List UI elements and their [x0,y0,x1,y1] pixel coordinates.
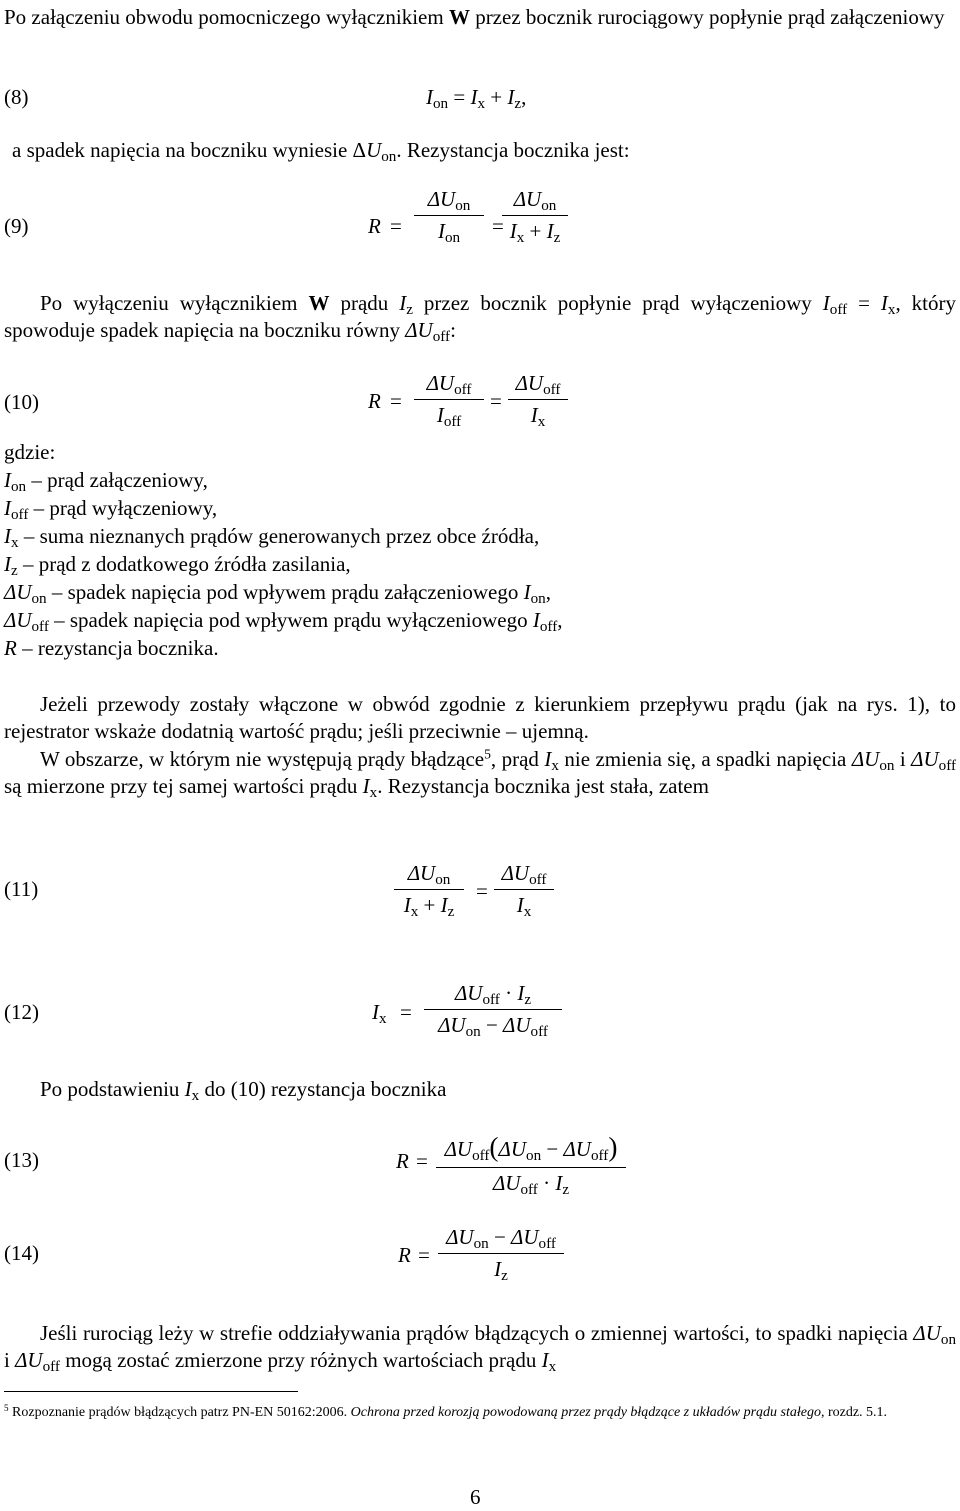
eq11-f1-num [394,860,464,887]
eq9-equals-2: = [492,214,504,238]
sub: on [879,757,895,774]
eq11-f2-den [494,892,554,919]
sub: off [529,871,547,888]
equation-number-11: (11) [4,877,39,901]
eq11-fraction-1 [394,860,464,919]
sub: off [31,618,49,635]
sym: I [532,608,540,632]
eq9-f2-den-a: I [509,218,517,243]
eq14-num [438,1224,564,1251]
sub: x [410,903,419,920]
sub: off [539,618,558,635]
paragraph-substitution [4,1076,956,1103]
sub: off [938,757,956,774]
eq8-term1-sub: x [477,95,486,112]
eq13-num [436,1130,626,1165]
equation-9 [368,186,568,266]
i-symbol: I [880,291,888,315]
sym: ΔU [15,1347,43,1372]
sym: I [4,524,11,548]
sub: off [482,991,500,1008]
eq9-fraction-2 [482,186,568,245]
sub: off [42,1358,60,1375]
eq14-den [438,1256,564,1283]
sub: on [530,590,546,607]
eq9-f1-den [414,218,484,245]
sym: I [372,1000,379,1024]
sub: off [538,1235,556,1252]
text: – prąd wyłączeniowy, [28,496,218,520]
paragraph-switch-off [4,290,956,344]
footnote-mark: 5 [4,1403,9,1413]
text: , [557,608,563,632]
sub: x [369,784,378,801]
eq10-r: R [368,389,381,413]
eq8-term2: I [507,85,515,109]
sub: on [11,478,27,495]
eq8-lhs: I [426,85,433,109]
eq10-f1-num-sub: off [454,381,472,398]
sym: I [362,773,370,798]
definition-r [4,635,219,662]
text: – spadek napięcia pod wpływem prądu wyłączeniowego [48,608,533,632]
sub: z [501,1267,508,1284]
text: przez bocznik popłynie prąd wyłączeniowy [412,291,823,315]
eq10-f1-den-sub: off [443,413,462,430]
text: = [847,291,881,315]
eq12-den [424,1012,562,1039]
paragraph-no-stray-currents [4,746,956,800]
switch-symbol-w: W [448,5,470,29]
sub: on [473,1235,489,1252]
u-symbol: U [366,138,382,162]
sym: ΔU [511,1225,539,1249]
sub: off [530,1023,548,1040]
equation-number-12: (12) [4,1000,39,1024]
eq9-f2-num-sym: ΔU [513,187,542,211]
equation-number-13: (13) [4,1148,39,1172]
text: W obszarze, w którym nie występują prądy błądzące [40,747,485,771]
sym: I [440,892,448,917]
sym: I [494,1256,502,1281]
sym: R [4,636,17,660]
intro-text-rest: przez bocznik rurociągowy popłynie prąd załączeniowy [475,5,945,29]
text: do (10) rezystancja bocznika [199,1077,447,1101]
text: i [894,747,912,771]
sub: x [548,1358,557,1375]
eq10-f1-den [414,402,484,429]
fraction-bar [438,1253,564,1254]
sym: I [523,580,531,604]
minus: − [480,1012,504,1037]
eq9-f2-num [482,186,568,213]
fraction-bar [502,215,568,216]
sub: off [829,301,848,318]
text: Rozpoznanie prądów błądzących patrz PN-EN 50162:2006. [8,1405,351,1420]
sym: ΔU [501,861,530,885]
sym: I [184,1077,192,1101]
equation-11 [394,860,554,930]
sym: I [516,892,524,917]
eq9-f2-num-sub: on [541,197,557,214]
equation-number-10: (10) [4,390,39,414]
sym: ΔU [911,747,939,771]
sym: ΔU [913,1321,941,1345]
eq12-fraction [424,980,562,1039]
text: : [450,317,456,342]
sym: ΔU [444,1137,473,1161]
sym: ΔU [4,608,32,632]
sub: off [11,506,29,523]
footnote-ref: 5 [484,746,491,762]
equation-14 [398,1224,568,1294]
standard-title: Ochrona przed korozją powodowaną przez prądy błądzące z układów prądu stałego [350,1405,821,1420]
eq9-r: R [368,214,381,238]
eq9-f1-num-sym: ΔU [427,187,456,211]
equation-10 [368,370,568,440]
eq10-f1-den-sym: I [436,402,444,427]
text: – suma nieznanych prądów generowanych przez obce źródła, [18,524,540,548]
sub: z [524,991,532,1008]
minus: − [541,1137,564,1161]
fraction-bar [414,215,484,216]
sym: I [4,496,11,520]
text: prądu [329,291,400,315]
eq9-f2-den-plus: + [524,218,547,243]
sub: on [465,1023,481,1040]
footnote-separator [4,1391,298,1392]
sym: ΔU [4,580,32,604]
eq8-equals: = [453,85,471,109]
definition-ix [4,523,539,550]
eq12-equals: = [400,1000,412,1024]
definitions-heading: gdzie: [4,440,56,464]
sub: x [887,301,896,318]
text: są mierzone przy tej samej wartości prądu [4,773,363,798]
sym: I [403,892,411,917]
text: . Rezystancja bocznika jest stała, zatem [377,773,709,798]
eq12-num [424,980,562,1007]
sym: ΔU [503,1012,531,1037]
eq9-f1-den-sym: I [437,218,445,243]
fraction-bar [494,889,554,890]
text: , [545,580,551,604]
eq8-term1: I [470,85,478,109]
sym: I [4,552,11,576]
sub: on [940,1331,956,1348]
sub: z [562,1181,570,1198]
sub: z [406,301,413,318]
paragraph-variable-currents [4,1320,956,1374]
text: Po podstawieniu [40,1077,185,1101]
text: – prąd załączeniowy, [26,468,208,492]
text: , prąd [490,747,545,771]
text: , rozdz. 5.1. [820,1405,888,1420]
definition-iz [4,551,351,578]
sym: I [541,1347,549,1372]
sym: I [517,981,525,1005]
eq10-f2-den-sym: I [530,402,538,427]
eq14-r: R [398,1243,411,1267]
eq10-f1-num [414,370,484,397]
text: , który spowoduje spadek napięcia na boczniku równy [4,291,957,342]
eq14-fraction [438,1224,564,1283]
sub: off [520,1181,538,1198]
text: i [4,1347,16,1372]
sym: ΔU [498,1137,527,1161]
eq9-f2-den [482,218,568,245]
eq13-fraction [436,1130,626,1197]
sub: on [526,1147,542,1164]
sym: ΔU [454,981,483,1005]
eq10-f2-num-sub: off [543,381,561,398]
u-sub: on [381,148,397,165]
dot: · [499,981,518,1005]
sym: ΔU [438,1012,466,1037]
eq11-equals: = [476,879,488,903]
text: – rezystancja bocznika. [16,636,219,660]
equation-12 [372,980,562,1050]
footnote [4,1402,956,1423]
intro-text: Po załączeniu obwodu pomocniczego wyłącznikiem [4,5,444,29]
text: mogą zostać zmierzone przy różnych wartościach prądu [59,1347,542,1372]
text: a spadek napięcia na boczniku wyniesie [12,138,353,162]
equation-number-9: (9) [4,214,29,238]
text: – prąd z dodatkowego źródła zasilania, [17,552,351,576]
sub: x [379,1010,387,1027]
sub: on [435,871,451,888]
fraction-bar [414,399,484,400]
eq14-equals: = [418,1243,430,1267]
sub: z [11,562,18,579]
text: Jeśli rurociąg leży w strefie oddziaływania prądów błądzących o zmiennej wartości, to spadki napięcia [40,1321,914,1345]
switch-symbol-w: W [308,291,330,315]
eq8-lhs-sub: on [433,95,449,112]
paragraph-voltage-drop-on [12,137,960,164]
eq10-f2-num [508,370,568,397]
eq8-plus: + [485,85,508,109]
sym: ΔU [851,747,880,771]
eq11-f1-den [394,892,464,919]
text: – spadek napięcia pod wpływem prądu załączeniowego [46,580,524,604]
eq9-f2-den-a-sub: x [516,229,525,246]
eq12-lhs [372,999,387,1026]
minus: − [488,1225,512,1249]
eq13-r: R [396,1149,409,1173]
sym: ΔU [563,1137,591,1161]
eq9-f2-den-b-sub: z [553,229,561,246]
sym: I [4,468,11,492]
fraction-bar [424,1009,562,1010]
page-number: 6 [470,1485,481,1509]
eq9-fraction-1 [414,186,484,245]
fraction-bar [508,399,568,400]
eq13-den [436,1170,626,1197]
eq9-equals-1: = [390,214,402,238]
eq8-term2-sub: z [514,95,522,112]
text: Po wyłączeniu wyłącznikiem [40,291,309,315]
eq8-comma: , [521,85,527,109]
eq9-f1-den-sub: on [444,229,461,246]
sub: off [472,1147,490,1164]
eq10-equals-2: = [490,389,502,413]
sub: z [447,903,455,920]
sym: ΔU [492,1170,521,1195]
eq10-equals-1: = [390,389,402,413]
sub: x [523,903,532,920]
delta-symbol: Δ [352,138,367,162]
eq10-fraction-2 [508,370,568,429]
delta-u-symbol: ΔU [405,317,433,342]
sym: ΔU [407,861,436,885]
i-symbol: I [399,291,407,315]
paren: ( [489,1132,499,1162]
eq10-fraction-1 [414,370,484,429]
paragraph-wiring-direction: Jeżeli przewody zostały włączone w obwód zgodnie z kierunkiem przepływu prądu (jak na rys. 1), to rejestrator wskaże dodatnią wartość prądu; jeśli przeciwnie – ujemną. [4,692,956,743]
text: . Rezystancja bocznika jest: [396,138,630,162]
sub: off [432,328,451,345]
sub: x [191,1087,200,1104]
fraction-bar [436,1167,626,1168]
sub: x [11,534,19,551]
definition-ion [4,467,208,494]
equation-13 [396,1130,626,1200]
sym: I [544,747,552,771]
sym: ΔU [446,1225,474,1249]
sub: off [590,1147,609,1164]
text: nie zmienia się, a spadki napięcia [558,747,852,771]
eq13-equals: = [416,1149,428,1173]
eq9-f1-num [414,186,484,213]
dot: · [537,1170,556,1195]
sub: on [31,590,47,607]
paren: ) [608,1132,618,1162]
definition-delta-uoff [4,607,562,634]
eq10-f1-num-sym: ΔU [426,371,455,395]
eq11-f2-num [494,860,554,887]
intro-paragraph [4,4,956,31]
fraction-bar [394,889,464,890]
eq9-f1-num-sub: on [455,197,471,214]
equation-number-14: (14) [4,1241,39,1265]
i-symbol: I [822,291,830,315]
eq10-f2-num-sym: ΔU [515,371,544,395]
equation-number-8: (8) [4,85,29,109]
plus: + [418,892,441,917]
sym: I [555,1170,563,1195]
definition-ioff [4,495,217,522]
sub: x [551,757,559,774]
definition-delta-uon [4,579,551,606]
eq10-f2-den-sub: x [537,413,546,430]
eq10-f2-den [508,402,568,429]
equation-8 [426,84,526,111]
eq11-fraction-2 [494,860,554,919]
eq9-f2-den-b: I [546,218,554,243]
